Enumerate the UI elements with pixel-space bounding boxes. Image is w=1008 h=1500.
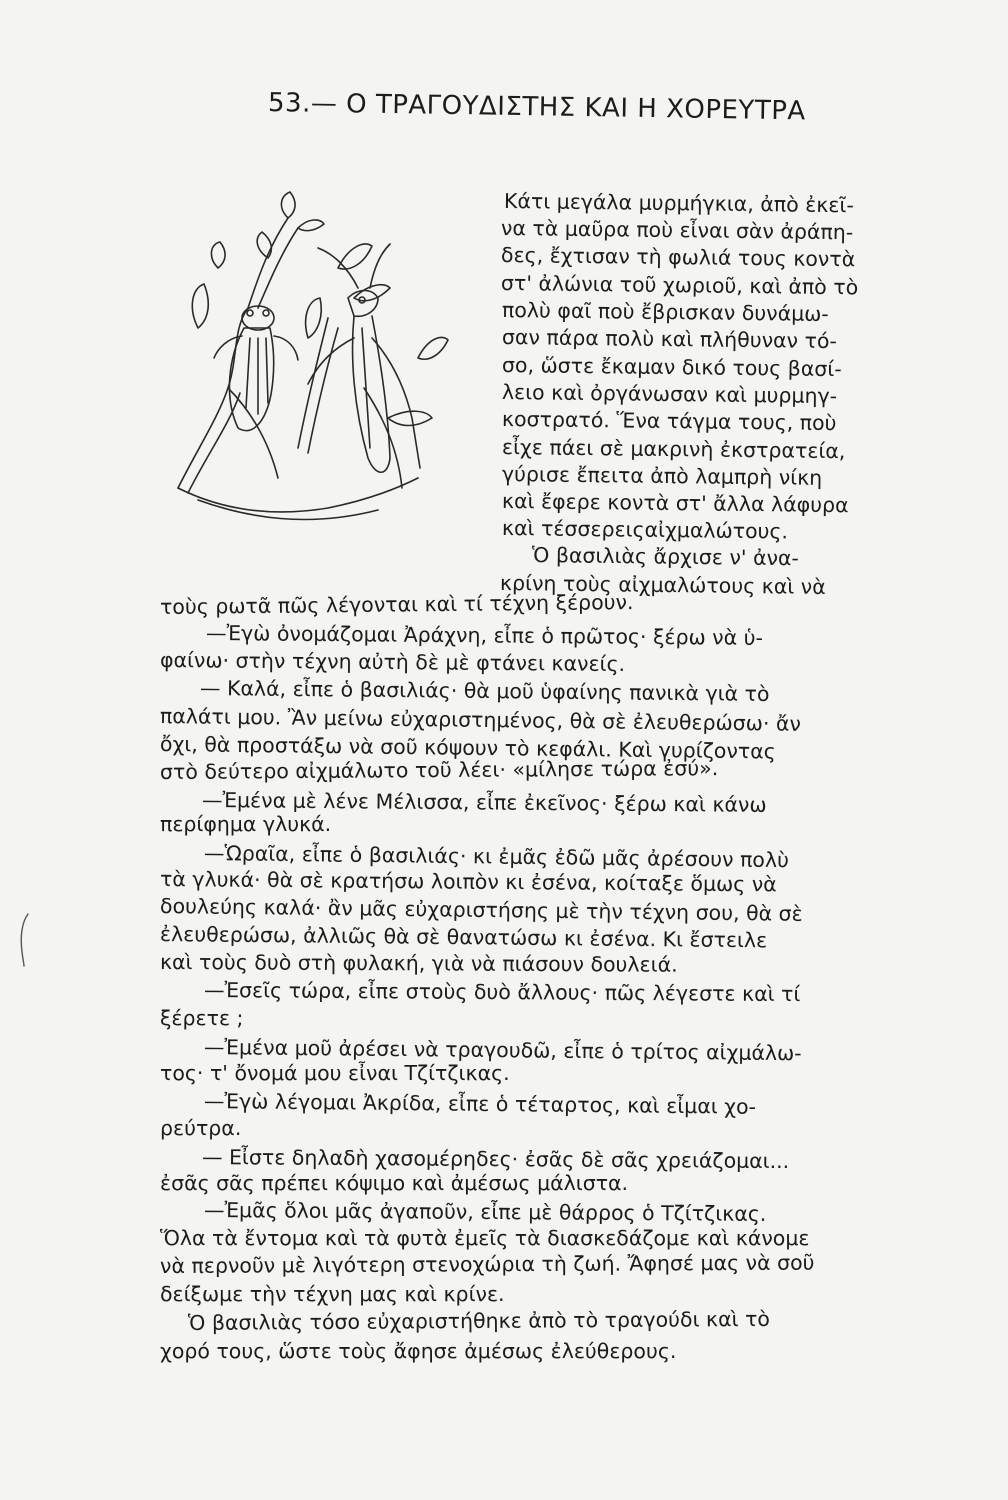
text-line: καὶ ἔφερε κοντὰ στ' ἄλλα λάφυρα <box>501 489 849 518</box>
text-line: — Καλά, εἶπε ὁ βασιλιάς· θὰ μοῦ ὑφαίνης πανικὰ γιὰ τὸ <box>199 676 770 706</box>
text-line: κρίνη τοὺς αἰχμαλώτους καὶ νὰ <box>499 571 826 599</box>
text-line: σο, ὥστε ἔκαμαν δικό τους βασί- <box>501 353 842 382</box>
text-line: ρεύτρα. <box>160 1116 242 1140</box>
text-line: να τὰ μαῦρα ποὺ εἶναι σὰν ἀράπη- <box>500 216 854 245</box>
text-line: Ὁ βασιλιὰς ἄρχισε ν' ἀνα- <box>531 543 800 571</box>
text-line: γύρισε ἔπειτα ἀπὸ λαμπρὴ νίκη <box>501 462 823 490</box>
text-line: ὄχι, θὰ προστάξω νὰ σοῦ κόψουν τὸ κεφάλι. Καὶ γυρίζοντας <box>159 732 776 764</box>
text-line: —Ἐγὼ λέγομαι Ἀκρίδα, εἶπε ὁ τέταρτος, καὶ εἶμαι χο- <box>203 1089 757 1119</box>
text-line: —Ὡραῖα, εἶπε ὁ βασιλιάς· κι ἐμᾶς ἐδῶ μᾶς ἀρέσουν πολὺ <box>203 841 790 873</box>
text-line: τὰ γλυκά· θὰ σὲ κρατήσω λοιπὸν κι ἐσένα, κοίταξε ὅμως νὰ <box>159 867 777 897</box>
text-line: ἐλευθερώσω, ἀλλιῶς θὰ σὲ θανατώσω κι ἐσένα. Κι ἔστειλε <box>159 922 768 953</box>
text-line: στ' ἀλώνια τοῦ χωριοῦ, καὶ ἀπὸ τὸ <box>500 271 859 300</box>
text-line: καὶ τοὺς δυὸ στὴ φυλακή, γιὰ νὰ πιάσουν δουλειά. <box>159 950 678 977</box>
text-line: τος· τ' ὄνομά μου εἶναι Τζίτζικας. <box>160 1061 510 1085</box>
cicada-and-grasshopper-on-branch-icon <box>158 188 450 548</box>
text-line: τοὺς ρωτᾶ πῶς λέγονται καὶ τί τέχνη ξέρουν. <box>159 590 634 619</box>
text-line: περίφημα γλυκά. <box>160 812 332 836</box>
text-line: Ὅλα τὰ ἔντομα καὶ τὰ φυτὰ ἐμεῖς τὰ διασκεδάζομε καὶ κάνομε <box>160 1226 810 1250</box>
text-line: ἐσᾶς σᾶς πρέπει κόψιμο καὶ ἀμέσως μάλιστα. <box>160 1171 629 1195</box>
margin-mark-icon <box>18 912 30 968</box>
text-line: νὰ περνοῦν μὲ λιγότερη στενοχώρια τὴ ζωή. Ἄφησέ μας νὰ σοῦ <box>159 1250 815 1278</box>
text-line: Κάτι μεγάλα μυρμήγκια, ἀπὸ ἐκεῖ- <box>503 189 854 218</box>
text-line: —Ἐσεῖς τώρα, εἶπε στοὺς δυὸ ἄλλους· πῶς λέγεστε καὶ τί <box>203 978 801 1007</box>
text-line: — Εἶστε δηλαδὴ χασομέρηδες· ἐσᾶς δὲ σᾶς χρειάζομαι... <box>201 1145 790 1174</box>
text-line: στὸ δεύτερο αἰχμάλωτο τοῦ λέει· «μίλησε τώρα ἐσύ». <box>159 756 719 784</box>
text-line: σαν πάρα πολὺ καὶ πλήθυναν τό- <box>501 325 838 354</box>
text-line: δείξωμε τὴν τέχνη μας καὶ κρίνε. <box>160 1282 505 1306</box>
text-line: —Ἐμᾶς ὅλοι μᾶς ἀγαποῦν, εἶπε μὲ θάρρος ὁ Τζίτζικας. <box>203 1198 767 1226</box>
text-line: Ὁ βασιλιὰς τόσο εὐχαριστήθηκε ἀπὸ τὸ τραγούδι καὶ τὸ <box>187 1306 771 1335</box>
text-line: πολὺ φαῖ ποὺ ἔβρισκαν δυνάμω- <box>501 298 829 326</box>
text-line: χορό τους, ὥστε τοὺς ἄφησε ἀμέσως ἐλεύθερους. <box>160 1339 677 1363</box>
text-line: δουλεύης καλά· ἂν μᾶς εὐχαριστήσης μὲ τὴν τέχνη σου, θὰ σὲ <box>159 894 803 926</box>
text-line: —Ἐγὼ ὀνομάζομαι Ἀράχνη, εἶπε ὁ πρῶτος· ξέρω νὰ ὑ- <box>205 621 764 650</box>
text-line: —Ἐμένα μὲ λένε Μέλισσα, εἶπε ἐκεῖνος· ξέρω καὶ κάνω <box>201 788 767 817</box>
text-line: φαίνω· στὴν τέχνη αὐτὴ δὲ μὲ φτάνει κανείς. <box>159 648 626 677</box>
text-line: λειο καὶ ὀργάνωσαν καὶ μυρμηγ- <box>501 380 838 409</box>
chapter-title: 53.— Ο ΤΡΑΓΟΥΔΙΣΤΗΣ ΚΑΙ Η ΧΟΡΕΥΤΡΑ <box>267 88 806 127</box>
text-line: δες, ἔχτισαν τὴ φωλιά τους κοντὰ <box>500 243 856 272</box>
text-line: ξέρετε ; <box>160 1006 244 1030</box>
text-line: εἶχε πάει σὲ μακρινὴ ἐκστρατεία, <box>501 435 846 464</box>
text-line: —Ἐμένα μοῦ ἀρέσει νὰ τραγουδῶ, εἶπε ὁ τρίτος αἰχμάλω- <box>203 1035 802 1066</box>
text-line: καὶ τέσσερειςαἰχμαλώτους. <box>501 516 789 544</box>
text-line: παλάτι μου. Ἂν μείνω εὐχαριστημένος, θὰ σὲ ἐλευθερώσω· ἄν <box>159 704 802 736</box>
text-line: κοστρατό. Ἕνα τάγμα τους, ποὺ <box>501 407 837 436</box>
